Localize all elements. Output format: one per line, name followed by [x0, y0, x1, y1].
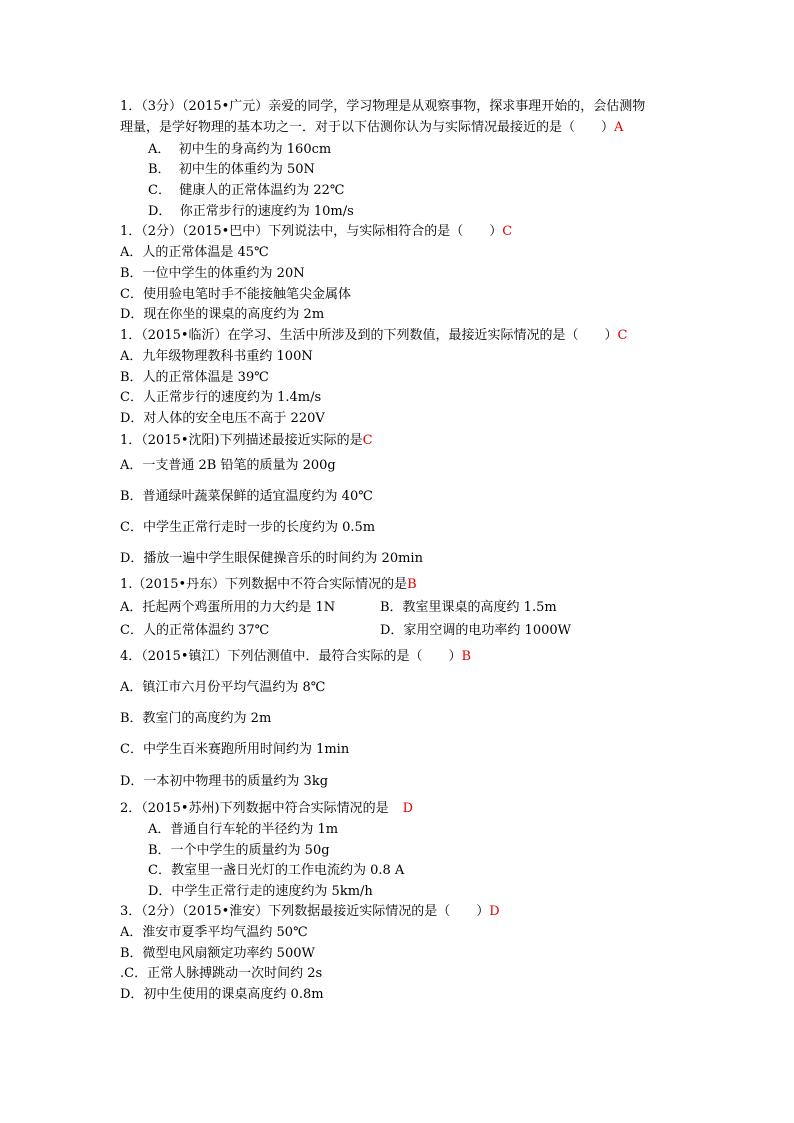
option-c: .C．正常人脉搏跳动一次时间约 2s — [120, 966, 323, 981]
option-b: B．教室门的高度约为 2m — [120, 711, 272, 726]
option-b: B．人的正常体温是 39℃ — [120, 370, 269, 385]
question-stem: 1．（3分）（2015•广元）亲爱的同学，学习物理是从观察事物，探求事理开始的，会估测物 — [120, 99, 646, 114]
question-stem: 1.（2015•丹东）下列数据中不符合实际情况的是B — [120, 577, 417, 592]
question-stem: 1．（2015•临沂）在学习、生活中所涉及到的下列数值，最接近实际情况的是（ ）C — [120, 328, 628, 343]
option-c: C．使用验电笔时手不能接触笔尖金属体 — [120, 287, 351, 302]
option-b: B．一个中学生的质量约为 50g — [148, 843, 330, 858]
option-d: D． 你正常步行的速度约为 10m/s — [148, 204, 354, 219]
option-d: D．初中生使用的课桌高度约 0.8m — [120, 987, 324, 1002]
question-stem: 2．（2015•苏州)下列数据中符合实际情况的是 D — [120, 801, 414, 816]
option-a: A．托起两个鸡蛋所用的力大约是 1N — [120, 600, 336, 615]
option-c: C．人的正常体温约 37℃ — [120, 623, 270, 638]
answer-mark: B — [461, 649, 472, 664]
option-b: B．一位中学生的体重约为 20N — [120, 266, 305, 281]
option-a: A．淮安市夏季平均气温约 50℃ — [120, 925, 308, 940]
option-d: D．一本初中物理书的质量约为 3kg — [120, 774, 329, 789]
option-c: C．人正常步行的速度约为 1.4m/s — [120, 390, 322, 405]
answer-mark: B — [407, 577, 417, 592]
answer-mark: D — [402, 801, 414, 816]
option-b: B．普通绿叶蔬菜保鲜的适宜温度约为 40℃ — [120, 489, 373, 504]
option-d: D．家用空调的电功率约 1000W — [380, 623, 572, 638]
option-c: C． 健康人的正常体温约为 22℃ — [148, 183, 345, 198]
option-c: C．教室里一盏日光灯的工作电流约为 0.8 A — [148, 863, 405, 878]
option-a: A．一支普通 2B 铅笔的质量为 200g — [120, 458, 336, 473]
answer-mark: C — [617, 328, 628, 343]
question-stem: 理量，是学好物理的基本功之一．对于以下估测你认为与实际情况最接近的是（ ）A — [120, 120, 624, 135]
option-c: C．中学生百米赛跑所用时间约为 1min — [120, 742, 350, 757]
option-c: C．中学生正常行走时一步的长度约为 0.5m — [120, 520, 376, 535]
option-d: D．播放一遍中学生眼保健操音乐的时间约为 20min — [120, 551, 423, 566]
answer-mark: C — [362, 433, 373, 448]
question-stem: 4．（2015•镇江）下列估测值中．最符合实际的是（ ）B — [120, 649, 472, 664]
question-stem: 1．（2015•沈阳)下列描述最接近实际的是C — [120, 433, 373, 448]
answer-mark: A — [614, 120, 624, 135]
option-a: A．镇江市六月份平均气温约为 8℃ — [120, 680, 326, 695]
option-a: A．九年级物理教科书重约 100N — [120, 349, 313, 364]
option-d: D．对人体的安全电压不高于 220V — [120, 411, 325, 426]
question-stem: 1．（2分）（2015•巴中）下列说法中，与实际相符合的是（ ）C — [120, 224, 513, 239]
option-b: B． 初中生的体重约为 50N — [148, 162, 315, 177]
question-stem: 3．（2分）（2015•淮安）下列数据最接近实际情况的是（ ）D — [120, 904, 500, 919]
answer-mark: C — [502, 224, 513, 239]
option-b: B．微型电风扇额定功率约 500W — [120, 946, 315, 961]
option-a: A．人的正常体温是 45℃ — [120, 245, 269, 260]
answer-mark: D — [489, 904, 500, 919]
option-a: A． 初中生的身高约为 160cm — [148, 142, 332, 157]
option-d: D．现在你坐的课桌的高度约为 2m — [120, 307, 325, 322]
option-b: B．教室里课桌的高度约 1.5m — [380, 600, 557, 615]
option-d: D．中学生正常行走的速度约为 5km/h — [148, 884, 373, 899]
option-a: A．普通自行车轮的半径约为 1m — [148, 822, 339, 837]
